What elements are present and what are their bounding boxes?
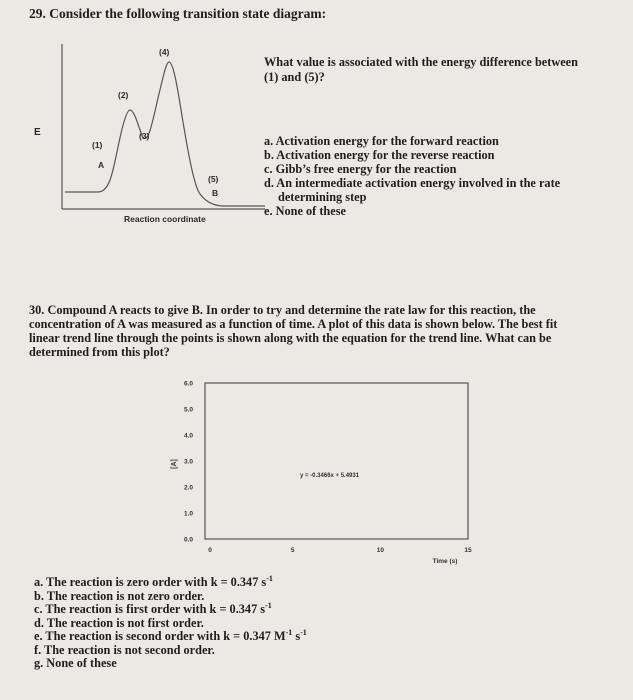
point-label-1: (1)	[92, 140, 103, 150]
q29-choice-a[interactable]: a. Activation energy for the forward reaction	[264, 134, 499, 148]
x-axis-label: Time (s)	[432, 558, 458, 565]
y-tick-label: 1.0	[183, 510, 193, 518]
q30-choice-d[interactable]: d. The reaction is not first order.	[34, 615, 204, 630]
x-tick-label: 5	[290, 547, 295, 554]
q30-choice-e[interactable]: e. The reaction is second order with k = 0.347 $M^{-1}$ $s^{-1}$	[34, 627, 307, 643]
q29-choice-c[interactable]: c. Gibb’s free energy for the reaction	[264, 162, 457, 176]
y-tick-label: 6.0	[183, 380, 193, 388]
q30-choice-f[interactable]: f. The reaction is not second order.	[34, 642, 215, 657]
q30-choice-g[interactable]: g. None of these	[34, 656, 117, 670]
q29-choice-d-cont: determining step	[278, 190, 367, 204]
q30-choices	[34, 573, 307, 671]
q30-choice-b[interactable]: b. The reaction is not zero order.	[34, 588, 205, 603]
q29-heading: 29. Consider the following transition state diagram:	[29, 6, 327, 21]
q29-choices	[264, 134, 560, 218]
q30-choice-c[interactable]: c. The reaction is first order with k = 0.347 $s^{-1}$	[34, 600, 272, 616]
y-axis-label: [A]	[171, 459, 178, 469]
point-label-2: (2)	[118, 90, 129, 100]
y-tick-label: 4.0	[183, 432, 193, 440]
q29-choice-b[interactable]: b. Activation energy for the reverse reaction	[264, 148, 495, 162]
point-label-4: (4)	[159, 47, 170, 57]
plot-frame	[205, 383, 468, 539]
reactant-label: A	[98, 160, 105, 170]
q29-prompt-line2: (1) and (5)?	[264, 70, 325, 84]
x-tick-label: 0	[208, 547, 212, 554]
x-tick-label: 15	[464, 547, 472, 554]
q29-choice-e[interactable]: e. None of these	[264, 204, 346, 218]
y-tick-label: 3.0	[183, 458, 193, 466]
x-axis-label: Reaction coordinate	[124, 214, 206, 224]
y-tick-label: 2.0	[183, 484, 193, 492]
energy-curve	[65, 62, 265, 206]
y-tick-label: 5.0	[183, 406, 193, 414]
q30-choice-a[interactable]: a. The reaction is zero order with k = 0.347 $s^{-1}$	[34, 573, 273, 589]
q30-heading-line: 30. Compound A reacts to give B. In order to try and determine the rate law for this reaction, the	[29, 303, 536, 317]
trendline-equation: y = -0.3466x + 5.4931	[300, 473, 360, 479]
q29-choice-d[interactable]: d. An intermediate activation energy involved in the rate	[264, 176, 561, 190]
q30-heading-line: determined from this plot?	[29, 345, 170, 359]
point-label-5: (5)	[208, 174, 219, 184]
q30-heading-line: concentration of A was measured as a function of time. A plot of this data is shown below. The best fit	[29, 317, 558, 331]
y-tick-label: 0.0	[183, 536, 193, 544]
product-label: B	[212, 188, 219, 198]
q29-prompt-line1: What value is associated with the energy difference between	[264, 55, 578, 69]
q30-heading-line: linear trend line through the points is shown along with the equation for the trend line. What can be	[29, 331, 552, 345]
point-label-3: (3)	[139, 131, 150, 141]
x-tick-label: 10	[376, 547, 384, 554]
q30-heading	[29, 303, 557, 359]
y-axis-label: E	[34, 127, 41, 138]
rate-plot	[160, 370, 490, 575]
